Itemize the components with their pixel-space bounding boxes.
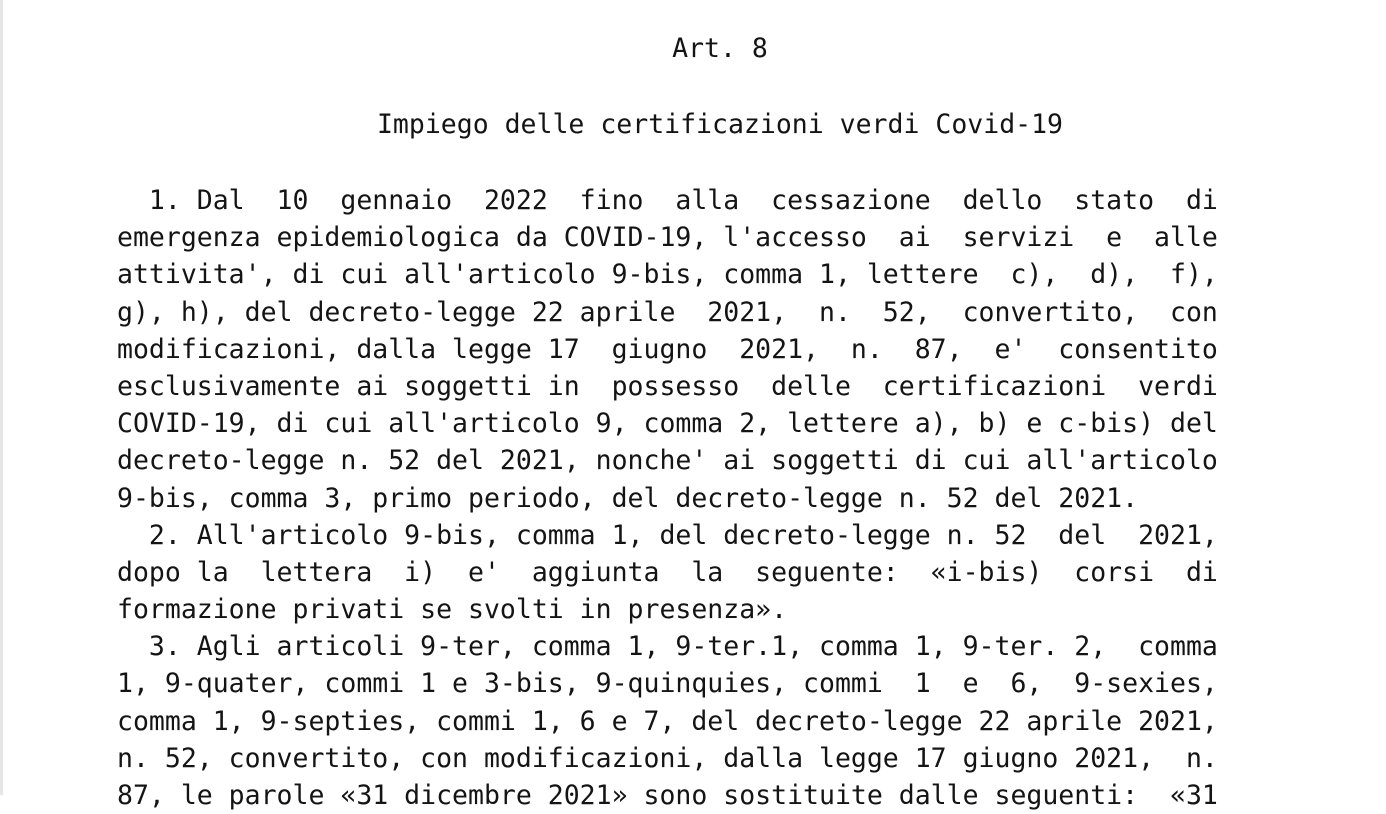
article-title: Impiego delle certificazioni verdi Covid-19 — [376, 109, 1064, 140]
body-line: n. 52, convertito, con modificazioni, dalla legge 17 giugno 2021, n. — [117, 742, 1218, 774]
body-line: comma 1, 9-septies, commi 1, 6 e 7, del decreto-legge 22 aprile 2021, — [117, 705, 1218, 737]
body-line: g), h), del decreto-legge 22 aprile 2021, n. 52, convertito, con — [117, 296, 1218, 328]
article-number: Art. 8 — [672, 33, 768, 64]
body-line: formazione privati se svolti in presenza». — [117, 594, 788, 626]
body-line: decreto-legge n. 52 del 2021, nonche' ai soggetti di cui all'articolo — [117, 445, 1218, 477]
body-line: 2. All'articolo 9-bis, comma 1, del decreto-legge n. 52 del 2021, — [117, 519, 1218, 551]
body-line: modificazioni, dalla legge 17 giugno 2021, n. 87, e' consentito — [117, 333, 1218, 365]
body-line: emergenza epidemiologica da COVID-19, l'accesso ai servizi e alle — [117, 222, 1218, 254]
body-line: COVID-19, di cui all'articolo 9, comma 2, lettere a), b) e c-bis) del — [117, 408, 1218, 440]
body-line: 9-bis, comma 3, primo periodo, del decreto-legge n. 52 del 2021. — [117, 482, 1139, 514]
body-line: 1. Dal 10 gennaio 2022 fino alla cessazione dello stato di — [117, 185, 1218, 216]
body-line: attivita', di cui all'articolo 9-bis, comma 1, lettere c), d), f), — [117, 259, 1218, 291]
article-body — [117, 182, 1343, 814]
body-line: 87, le parole «31 dicembre 2021» sono sostituite dalle seguenti: «31 — [117, 780, 1218, 811]
body-line: esclusivamente ai soggetti in possesso delle certificazioni verdi — [117, 370, 1218, 402]
body-line: dopo la lettera i) e' aggiunta la seguente: «i-bis) corsi di — [117, 556, 1218, 588]
body-line: 1, 9-quater, commi 1 e 3-bis, 9-quinquies, commi 1 e 6, 9-sexies, — [117, 668, 1218, 700]
body-line: 3. Agli articoli 9-ter, comma 1, 9-ter.1, comma 1, 9-ter. 2, comma — [117, 631, 1218, 663]
